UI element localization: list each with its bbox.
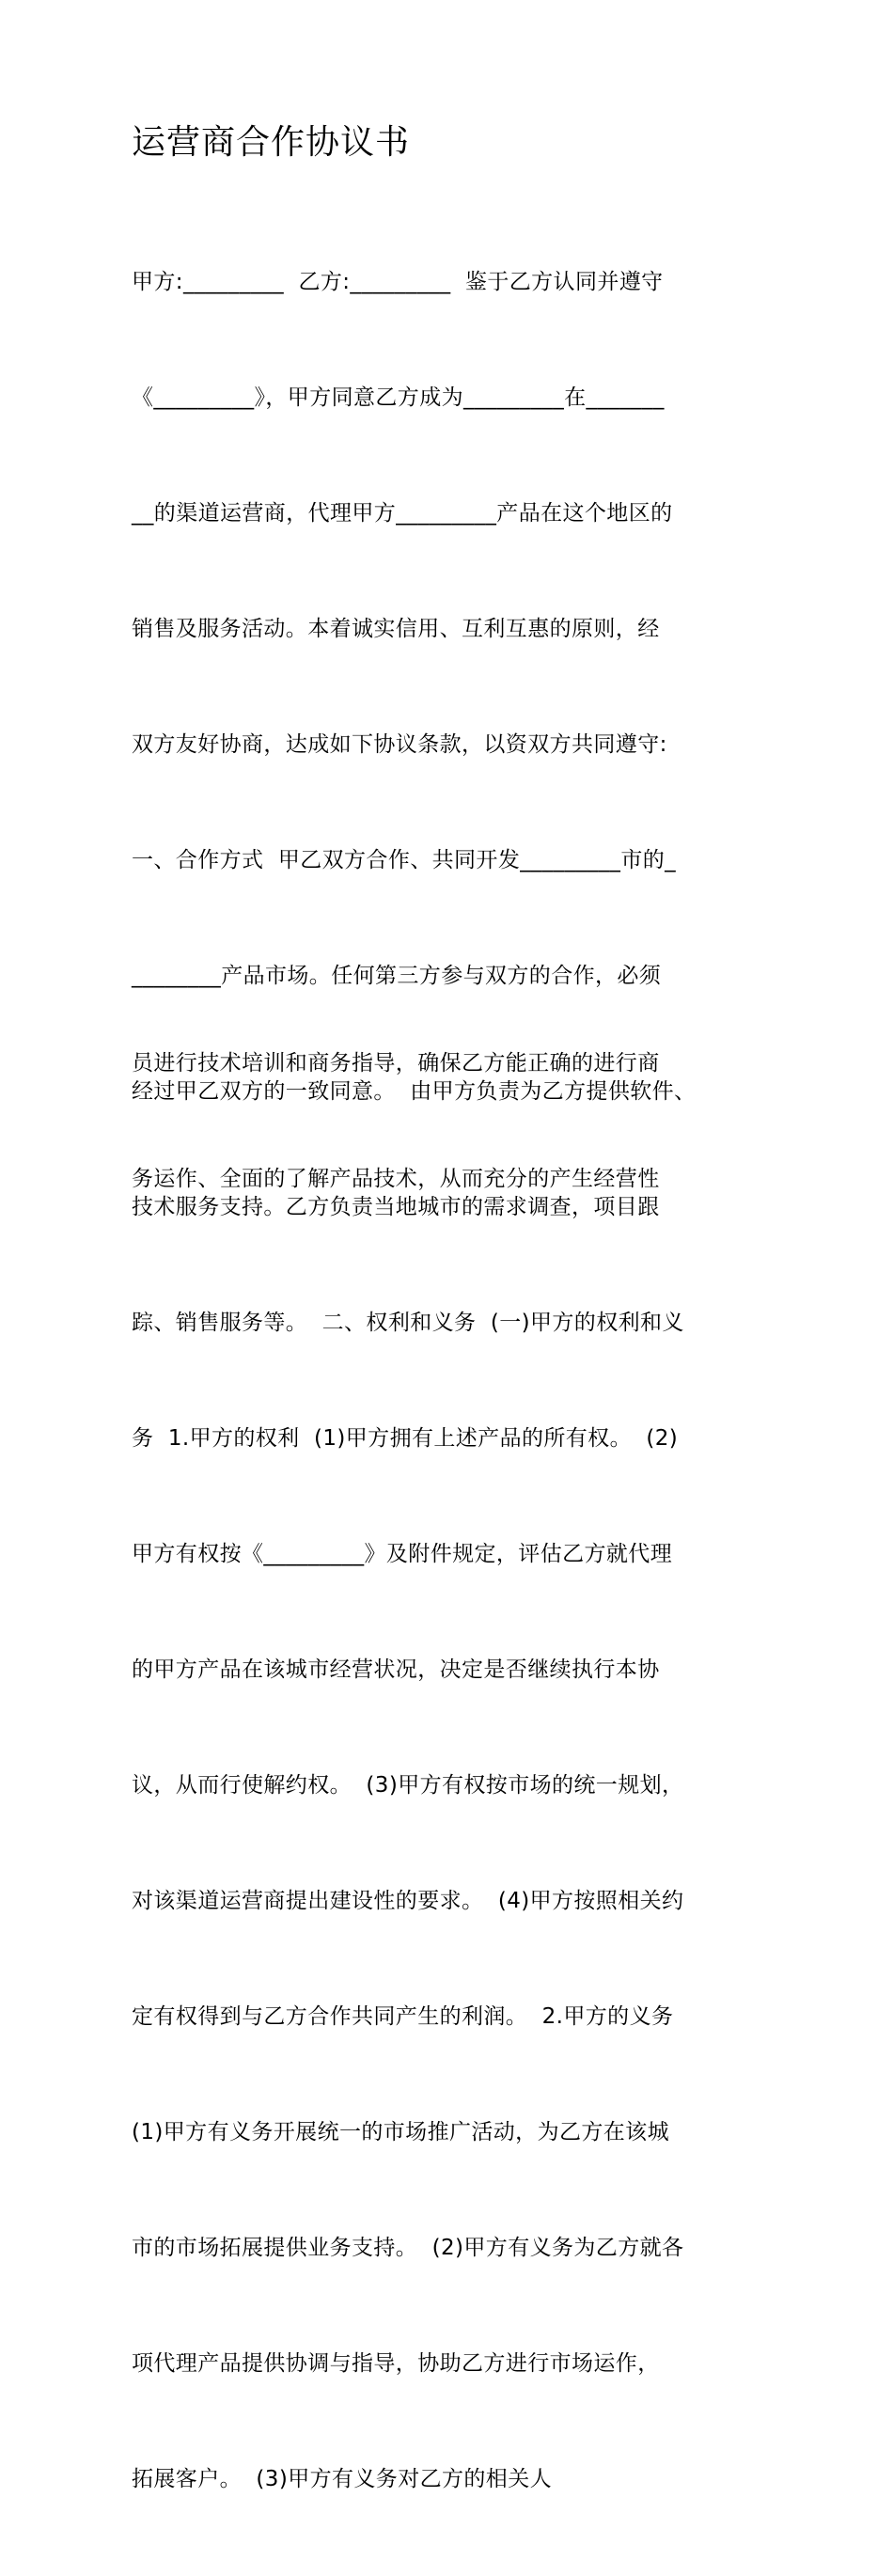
text-line: 《_________》，甲方同意乙方成为_________在_______ xyxy=(132,385,665,410)
text-line: 踪、销售服务等。 二、权利和义务 (一)甲方的权利和义 xyxy=(132,1311,684,1335)
text-line: 拓展客户。 (3)甲方有义务对乙方的相关人 xyxy=(132,2467,553,2491)
text-line: 一、合作方式 甲乙双方合作、共同开发_________市的_ xyxy=(132,848,677,872)
text-line: 务运作、全面的了解产品技术，从而充分的产生经营性 xyxy=(132,1167,660,1191)
text-line: 项代理产品提供协调与指导，协助乙方进行市场运作， xyxy=(132,2351,660,2376)
paragraph-2 xyxy=(132,967,660,1276)
text-line: 销售及服务活动。本着诚实信用、互利互惠的原则，经 xyxy=(132,617,660,641)
document-title: 运营商合作协议书 xyxy=(132,123,411,162)
text-line: 技术服务支持。乙方负责当地城市的需求调查，项目跟 xyxy=(132,1195,660,1219)
text-line: 市的市场拓展提供业务支持。 (2)甲方有义务为乙方就各 xyxy=(132,2236,684,2260)
text-line: 双方友好协商，达成如下协议条款，以资双方共同遵守: xyxy=(132,732,667,757)
text-line: 员进行技术培训和商务指导，确保乙方能正确的进行商 xyxy=(132,1051,660,1076)
text-line: 甲方:_________ 乙方:_________ 鉴于乙方认同并遵守 xyxy=(132,270,664,294)
text-line: 对该渠道运营商提出建设性的要求。 (4)甲方按照相关约 xyxy=(132,1889,684,1913)
text-line: 务 1.甲方的权利 (1)甲方拥有上述产品的所有权。 (2) xyxy=(132,1426,679,1451)
text-line: 甲方有权按《_________》及附件规定，评估乙方就代理 xyxy=(132,1542,673,1566)
text-line: ________产品市场。任何第三方参与双方的合作，必须 xyxy=(132,964,662,988)
text-line: (1)甲方有义务开展统一的市场推广活动，为乙方在该城 xyxy=(132,2120,669,2144)
text-line: 经过甲乙双方的一致同意。 由甲方负责为乙方提供软件、 xyxy=(132,1079,697,1104)
text-line: __的渠道运营商，代理甲方_________产品在这个地区的 xyxy=(132,501,673,526)
text-line: 的甲方产品在该城市经营状况，决定是否继续执行本协 xyxy=(132,1657,660,1682)
paragraph-1 xyxy=(132,186,696,2576)
text-line: 议，从而行使解约权。 (3)甲方有权按市场的统一规划， xyxy=(132,1773,684,1798)
text-line: 定有权得到与乙方合作共同产生的利润。 2.甲方的义务 xyxy=(132,2004,674,2029)
